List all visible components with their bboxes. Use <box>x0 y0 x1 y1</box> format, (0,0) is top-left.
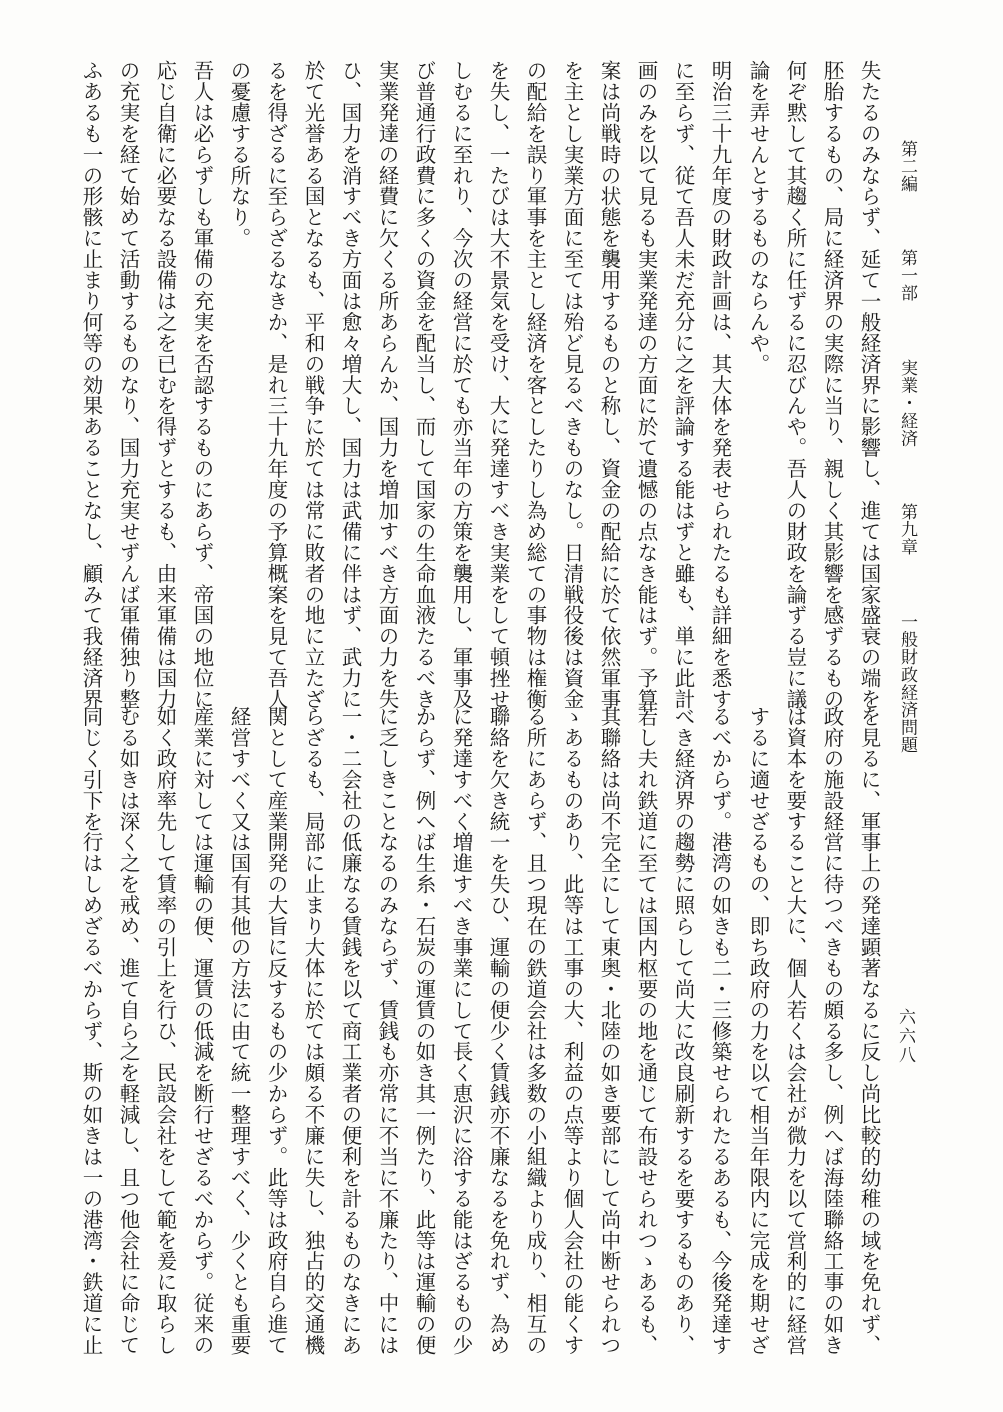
text-column: 実業発達の経費に欠くる所あらんか、国力を増加すべき方面の力を失 <box>375 60 399 710</box>
running-head-chapter: 第九章 <box>897 503 917 557</box>
running-head-part: 第二編 <box>897 140 917 193</box>
text-column: ひ、国力を消すべき方面は愈々増大し、国力は武備に伴はず、武力に <box>338 60 362 710</box>
text-column: 其聯絡は尚不完全にして東奥・北陸の如き要部にして尚中断せられつ <box>597 706 621 1356</box>
text-column: を見るに、軍事上の発達顕著なるに反し尚比較的幼稚の域を免れず、 <box>857 706 881 1356</box>
text-column: 同じく引下を行はしめざるべからず、斯の如きは一の港湾・鉄道に止 <box>79 706 103 1356</box>
text-column: る所にあらず、且つ現在の鉄道会社は多数の小組織より成り、相互の <box>523 706 547 1356</box>
text-column: 経営すべく又は国有其他の方法に由て統一整理すべく、少くとも重要 <box>227 706 251 1356</box>
text-column: しむるに至れり、今次の経営に於ても亦当年の方策を襲用し、軍事及 <box>449 60 473 710</box>
text-column: 一・二会社の低廉なる賃銭を以て商工業者の便利を計るものなきにあ <box>338 706 362 1356</box>
text-column: るを得ざるに至らざるなきか、是れ三十九年度の予算概案を見て吾人 <box>264 60 288 710</box>
text-column: 案は尚戦時の状態を襲用するものと称し、資金の配給に於て依然軍事 <box>597 60 621 710</box>
text-column: 如く政府率先して賃率の引上を行ひ、民設会社をして範を爰に取らし <box>153 706 177 1356</box>
text-column: 聯絡を欠き統一を失ひ、運輸の便少く賃銭亦不廉なるを免れず、為め <box>486 706 510 1356</box>
text-column: 画のみを以て見るも実業発達の方面に於て遺憾の点なき能はず。予算 <box>634 60 658 710</box>
running-head-chapter-title: 一般財政経済問題 <box>897 612 917 754</box>
text-column: の憂慮する所なり。 <box>227 60 251 249</box>
page-number: 六六八 <box>895 1008 915 1065</box>
text-column: 関として産業開発の大旨に反するもの少からず。此等は政府自ら進て <box>264 706 288 1356</box>
text-column: らざるも、局部に止まり大体に於ては頗る不廉に失し、独占的交通機 <box>301 706 325 1356</box>
text-column: 於て光誉ある国となるも、平和の戦争に於ては常に敗者の地に立たざ <box>301 60 325 710</box>
text-column: は資本を要すること大に、個人若くは会社が微力を以て営利的に経営 <box>783 706 807 1356</box>
text-column: を主とし実業方面に至ては殆ど見るべきものなし。日清戦役後は資金 <box>560 60 584 710</box>
running-head-topic: 実業・経済 <box>897 358 917 447</box>
text-column: を失し、一たびは大不景気を受け、大に発達すべき実業をして頓挫せ <box>486 60 510 710</box>
text-column: 政府の施設経営に待つべきもの頗る多し、例へば海陸聯絡工事の如き <box>820 706 844 1356</box>
text-column: するに適せざるもの、即ち政府の力を以て相当年限内に完成を期せざ <box>746 706 770 1356</box>
text-column: に乏しきことなるのみならず、賃銭も亦常に不当に不廉たり、中には <box>375 706 399 1356</box>
running-head-section: 第一部 <box>897 249 917 303</box>
text-column: 失たるのみならず、延て一般経済界に影響し、進ては国家盛衰の端を <box>857 60 881 710</box>
text-column: に至らず、従て吾人未だ充分に之を評論する能はずと雖も、単に此計 <box>671 60 695 710</box>
text-column: 若し夫れ鉄道に至ては国内枢要の地を通じて布設せられつゝあるも、 <box>634 706 658 1356</box>
text-column: むる如きは深く之を戒め、進て自ら之を軽減し、且つ他会社に命じて <box>116 706 140 1356</box>
text-column: の充実を経て始めて活動するものなり、国力充実せずんば軍備独り整 <box>116 60 140 710</box>
text-column: に発達すべく増進すべき事業にして長く恵沢に浴する能はざるもの少 <box>449 706 473 1356</box>
text-column: の配給を誤り軍事を主とし経済を客としたりし為め総ての事物は権衡 <box>523 60 547 710</box>
text-column: るべからず。港湾の如きも二・三修築せられたるあるも、今後発達す <box>708 706 732 1356</box>
text-column: からず、例へば生糸・石炭の運賃の如き其一例たり、此等は運輸の便 <box>412 706 436 1356</box>
text-column: ふあるも一の形骸に止まり何等の効果あることなし、顧みて我経済界 <box>79 60 103 710</box>
text-column: 産業に対しては運輸の便、運賃の低減を断行せざるべからず。従来の <box>190 706 214 1356</box>
text-column: 何ぞ黙して其趨く所に任ずるに忍びんや。吾人の財政を論ずる豈に議 <box>783 60 807 710</box>
text-column: 論を弄せんとするものならんや。 <box>746 60 770 375</box>
text-column: 明治三十九年度の財政計画は、其大体を発表せられたるも詳細を悉す <box>708 60 732 710</box>
text-column: 応じ自衛に必要なる設備は之を已むを得ずとするも、由来軍備は国力 <box>153 60 177 710</box>
text-column: ゝあるものあり、此等は工事の大、利益の点等より個人会社の能くす <box>560 706 584 1356</box>
running-head <box>895 140 920 776</box>
text-column: 吾人は必らずしも軍備の充実を否認するものにあらず、帝国の地位に <box>190 60 214 710</box>
text-column: べき経済界の趨勢に照らして尚大に改良刷新するを要するものあり、 <box>671 706 695 1356</box>
text-column: 胚胎するもの、局に経済界の実際に当り、親しく其影響を感ずるもの <box>820 60 844 710</box>
text-column: び普通行政費に多くの資金を配当し、而して国家の生命血液たるべき <box>412 60 436 710</box>
